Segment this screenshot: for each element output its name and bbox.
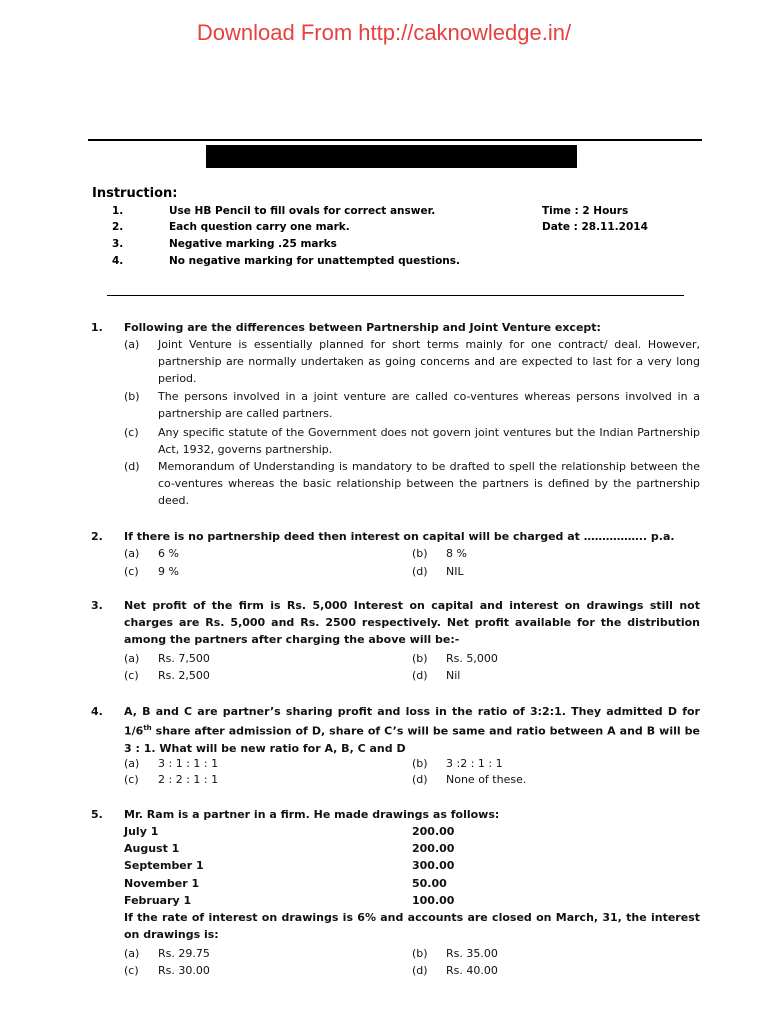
option-label: (a): [124, 338, 140, 351]
option-text: None of these.: [446, 773, 527, 786]
instruction-heading: Instruction:: [92, 186, 178, 201]
option-label: (b): [412, 947, 428, 960]
instruction-number: 3.: [112, 238, 124, 250]
option-label: (a): [124, 652, 140, 665]
option-text: 3 : 1 : 1 : 1: [158, 757, 219, 770]
option-text: Rs. 30.00: [158, 964, 210, 977]
option-label: (b): [124, 390, 140, 403]
option-text: Joint Venture is essentially planned for short terms mainly for one contract/ deal. However, partnership are normally undertaken as going concerns and are expected to last for a very long period.: [158, 338, 700, 385]
option-text: Rs. 2,500: [158, 669, 210, 682]
option-label: (d): [412, 565, 428, 578]
option-text: The persons involved in a joint venture are called co-ventures whereas persons involved in a partnership are called partners.: [158, 390, 700, 420]
section-divider: [107, 295, 684, 296]
instruction-number: 4.: [112, 255, 124, 267]
option-text: 6 %: [158, 547, 179, 560]
option-text: NIL: [446, 565, 464, 578]
instruction-text: Each question carry one mark.: [169, 221, 350, 233]
question-text: Following are the differences between Partnership and Joint Venture except:: [124, 321, 601, 334]
question-text: If there is no partnership deed then interest on capital will be charged at …………….. p.a.: [124, 530, 675, 543]
option-label: (d): [124, 460, 140, 473]
instruction-text: No negative marking for unattempted questions.: [169, 255, 461, 267]
question-text: If the rate of interest on drawings is 6% and accounts are closed on March, 31, the interest on drawings is:: [124, 911, 700, 941]
question-number: 5.: [91, 808, 103, 821]
option-text: Nil: [446, 669, 461, 682]
redacted-title-bar: [206, 145, 577, 168]
option-label: (d): [412, 773, 428, 786]
option-text: Rs. 7,500: [158, 652, 210, 665]
drawing-date: July 1: [124, 825, 159, 838]
exam-date: Date : 28.11.2014: [542, 221, 648, 233]
option-label: (d): [412, 964, 428, 977]
option-text: Rs. 29.75: [158, 947, 210, 960]
drawing-date: November 1: [124, 877, 200, 890]
option-label: (a): [124, 757, 140, 770]
question-text-part: share after admission of D, share of C’s will be same and ratio between A and B will be 3 : 1. What will be new ratio for A, B, C and D: [124, 724, 700, 755]
question-text: [124, 703, 700, 757]
drawing-date: February 1: [124, 894, 192, 907]
option-text: Rs. 5,000: [446, 652, 498, 665]
option-text: Memorandum of Understanding is mandatory to be drafted to spell the relationship between the co-ventures whereas the basic relationship between the partners is defined by the partnership deed.: [158, 460, 700, 507]
drawing-amount: 200.00: [412, 842, 455, 855]
option-text: 2 : 2 : 1 : 1: [158, 773, 219, 786]
question-number: 2.: [91, 530, 103, 543]
top-rule: [88, 139, 702, 141]
drawing-amount: 200.00: [412, 825, 455, 838]
option-label: (c): [124, 964, 139, 977]
drawing-date: September 1: [124, 859, 204, 872]
option-label: (b): [412, 547, 428, 560]
instruction-number: 2.: [112, 221, 124, 233]
option-label: (b): [412, 652, 428, 665]
instruction-text: Negative marking .25 marks: [169, 238, 337, 250]
question-text-part: A, B and C are partner’s sharing profit and loss in the ratio of 3:2:1. They admitted D for 1/6: [124, 705, 700, 738]
option-text: 9 %: [158, 565, 179, 578]
question-number: 4.: [91, 705, 103, 718]
option-label: (a): [124, 547, 140, 560]
drawing-amount: 100.00: [412, 894, 455, 907]
drawing-date: August 1: [124, 842, 180, 855]
option-label: (a): [124, 947, 140, 960]
question-number: 3.: [91, 599, 103, 612]
option-text: Rs. 35.00: [446, 947, 498, 960]
instruction-text: Use HB Pencil to fill ovals for correct answer.: [169, 205, 436, 217]
question-text: Net profit of the firm is Rs. 5,000 Interest on capital and interest on drawings still not charges are Rs. 5,000 and Rs. 2500 respectively. Net profit available for the distribution among the partners after charging the above will be:-: [124, 599, 700, 646]
option-text: Rs. 40.00: [446, 964, 498, 977]
option-label: (c): [124, 669, 139, 682]
download-banner[interactable]: Download From http://caknowledge.in/: [196, 20, 572, 45]
option-label: (c): [124, 565, 139, 578]
exam-time: Time : 2 Hours: [542, 205, 629, 217]
option-text: 8 %: [446, 547, 467, 560]
drawing-amount: 50.00: [412, 877, 447, 890]
option-label: (b): [412, 757, 428, 770]
drawing-amount: 300.00: [412, 859, 455, 872]
option-text: 3 :2 : 1 : 1: [446, 757, 503, 770]
superscript: th: [143, 724, 152, 732]
instruction-number: 1.: [112, 205, 124, 217]
question-number: 1.: [91, 321, 103, 334]
option-label: (d): [412, 669, 428, 682]
option-text: Any specific statute of the Government does not govern joint ventures but the Indian Partnership Act, 1932, governs partnership.: [158, 426, 700, 456]
question-text: Mr. Ram is a partner in a firm. He made drawings as follows:: [124, 808, 500, 821]
option-label: (c): [124, 426, 139, 439]
option-label: (c): [124, 773, 139, 786]
